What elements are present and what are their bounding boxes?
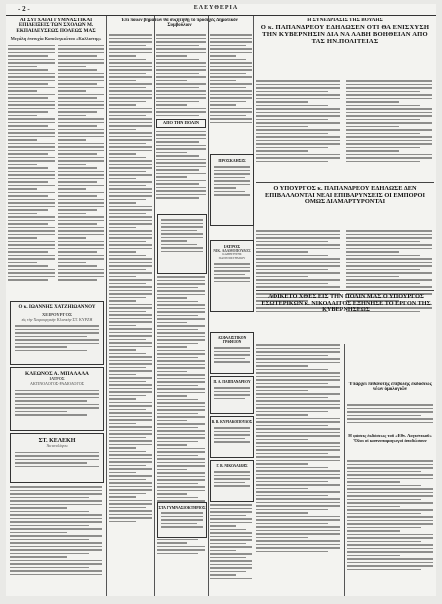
- ad-box-surgeon: [10, 301, 104, 365]
- doctor-box: [210, 240, 254, 312]
- ad-title: Ο κ. ΙΩΑΝΝΗΣ ΧΑΤΖΗΙΩΑΝΝΟΥ: [18, 305, 96, 310]
- box-title: ΑΣΦΑΛΙΣΤΙΚΟΝ ΓΡΑΦΕΙΟΝ: [217, 336, 247, 344]
- left-headline: ΑΙ ΣΥΓΧΑΙΑΙ ΓΥΜΝΑΣΤΙΚΑΙ ΕΠΙΔΕΙΞΕΙΣ ΤΩΝ ΣΧΟΛΩΝ Μ. ΕΚΠΑΙΔΕΥΣΕΩΣ ΠΟΛΕΩΣ ΜΑΣ: [16, 18, 96, 34]
- box-title: ΠΡΟΣΚΛΗΣΙΣ: [218, 158, 246, 163]
- box-title: Π. Α. ΠΑΠΠΑΝΔΡΕΟΥ: [213, 380, 251, 384]
- middle-headline: Ἐπί ποίων βημάτων θὰ συζητηθῇ τὸ προσεχὲς Δημοτικὸν Συμβούλιον: [121, 18, 238, 29]
- right-article-3c: [347, 460, 433, 594]
- ad-box-doctor: [10, 367, 104, 431]
- left-article: [8, 45, 104, 283]
- section-divider: [256, 182, 434, 183]
- insurance-box: [210, 332, 254, 374]
- right-article-1a: [256, 80, 340, 180]
- box-line: ΚΑΘΗΓΗΤΗΣ ΠΑΝΕΠΙΣΤΗΜΙΟΥ: [218, 252, 246, 261]
- box-title: ΙΑΤΡΟΣ: [223, 244, 241, 249]
- ad-line: ΧΕΙΡΟΥΡΓΟΣ: [41, 312, 73, 317]
- papandreou-box: [210, 376, 254, 414]
- ad-line: Ἀκτινολόγου: [46, 443, 68, 448]
- box-title: ΣΤΑ ΓΥΜΝΑΣΙΟΚΤΗΡΙΟΣ: [158, 506, 206, 510]
- middle-article-4: [210, 504, 252, 594]
- right-subhead-1: Ὑπάρχει πιθανότης ἐπιβολῆς ἐκδόσεως νέων ὁμολογιῶν: [348, 382, 432, 393]
- right-article-3b: [347, 404, 433, 430]
- invitation-box: [210, 154, 254, 226]
- ad-line: ΑΚΤΙΝΟΛΟΓΟΣ-ΡΑΔΙΟΛΟΓΟΣ: [30, 380, 84, 386]
- section-divider: [256, 290, 434, 291]
- right-subhead-2: Η φάσεις ἐκδόσεως τοῦ «Εθν. Λογιστικοῦ» Ὅλοι οἱ καπνοπαραγωγοὶ ἀποδώσουν: [348, 434, 432, 443]
- ad-line: εἰς τὴν Χειρουργικὴν Κλινικὴν ΣΤ. ΚΥΡΖΗ: [21, 316, 93, 322]
- column-divider: [106, 16, 107, 596]
- column-divider: [344, 344, 345, 596]
- nikolaidis-box: [210, 460, 254, 502]
- section-header: ΑΠΟ ΤΗΝ ΠΟΛΙΝ: [156, 119, 206, 128]
- notice-box: [157, 214, 207, 274]
- left-bottom-article: [10, 486, 102, 594]
- kyriakopoulos-box: [210, 416, 254, 458]
- right-kicker: Η ΣΥΝΕΔΡΙΑΣΙΣ ΤΗΣ ΒΟΥΛΗΣ: [307, 18, 383, 23]
- page-number: - 2 -: [18, 5, 30, 13]
- right-headline-1: Ο κ. ΠΑΠΑΝΔΡΕΟΥ ΕΔΗΛΩΣΕΝ ΟΤΙ ΘΑ ΕΝΙΣΧΥΣΗ ΤΗΝ ΚΥΒΕΡΝΗΣΙΝ ΔΙΑ ΝΑ ΛΑΒΗ ΒΟΗΘΕΙΑΝ ΑΠΟ ΤΑΣ ΗΝ.ΠΟΛΙΤΕΙΑΣ: [260, 24, 430, 46]
- ad-title: ΚΛΕΩΝΟΣ Α. ΜΠΑΛΑΛΑ: [25, 371, 89, 377]
- left-subhead: Μεγάλη ἐπιτυχία Καπελεγκιώτου «Καλλιστης»: [10, 36, 102, 42]
- right-headline-2: Ο ΥΠΟΥΡΓΟΣ κ. ΠΑΠΑΝΔΡΕΟΥ ΕΔΗΛΩΣΕ ΔΕΝ ΕΠΙΒΑΛΛΟΝΤΑΙ ΝΕΑΙ ΕΠΙΒΑΡΥΝΣΕΙΣ ΟΙ ΕΜΠΟΡΟΙ ΟΜΩΣ ΔΙΑΜΑΡΤΥΡΟΝΤΑΙ: [265, 186, 425, 206]
- school-box: [157, 502, 207, 538]
- middle-article-2: [157, 276, 205, 594]
- right-middle-story: [256, 186, 434, 226]
- ad-title: ΣΤ. ΚΕΛΕΚΗ: [38, 438, 76, 444]
- right-article-1b: [346, 80, 432, 180]
- newspaper-page: [6, 4, 436, 596]
- ad-line: ΙΑΤΡΟΣ: [49, 376, 65, 381]
- right-headline-3: ΑΦΙΚΕΤΟ ΧΘΕΣ ΕΙΣ ΤΗΝ ΠΟΛΙΝ ΜΑΣ Ο ΥΠΟΥΡΓΟΣ ΕΣΩΤΕΡΙΚΩΝ κ. ΝΙΚΟΛΑΙΤΟΣ ΕΞΗΝΗΣΕ ΤΟ ΕΡΓΟΝ ΤΗΣ ΚΥΒΕΡΝΗΣΕΩΣ: [261, 294, 431, 313]
- box-title: Γ. Β. ΝΙΚΟΛΑΙΔΗΣ: [216, 464, 248, 468]
- right-bottom-story: [258, 294, 434, 342]
- middle-article-1: [109, 34, 152, 594]
- ad-box-radiologist: [10, 433, 104, 483]
- box-title: Β. Β. ΚΥΡΙΑΚΟΠΟΥΛΟΣ: [211, 420, 253, 424]
- middle-article-3: [210, 34, 252, 154]
- column-divider: [253, 16, 254, 266]
- masthead: ΕΛΕΥΘΕΡΙΑ: [193, 5, 239, 11]
- right-article-3a: [256, 344, 340, 594]
- page-header: [6, 4, 436, 16]
- box-line: ΝΙΚ. ΑΔΑΜΟΠΟΥΛΟΣ: [213, 249, 251, 253]
- right-top-story: [256, 18, 434, 76]
